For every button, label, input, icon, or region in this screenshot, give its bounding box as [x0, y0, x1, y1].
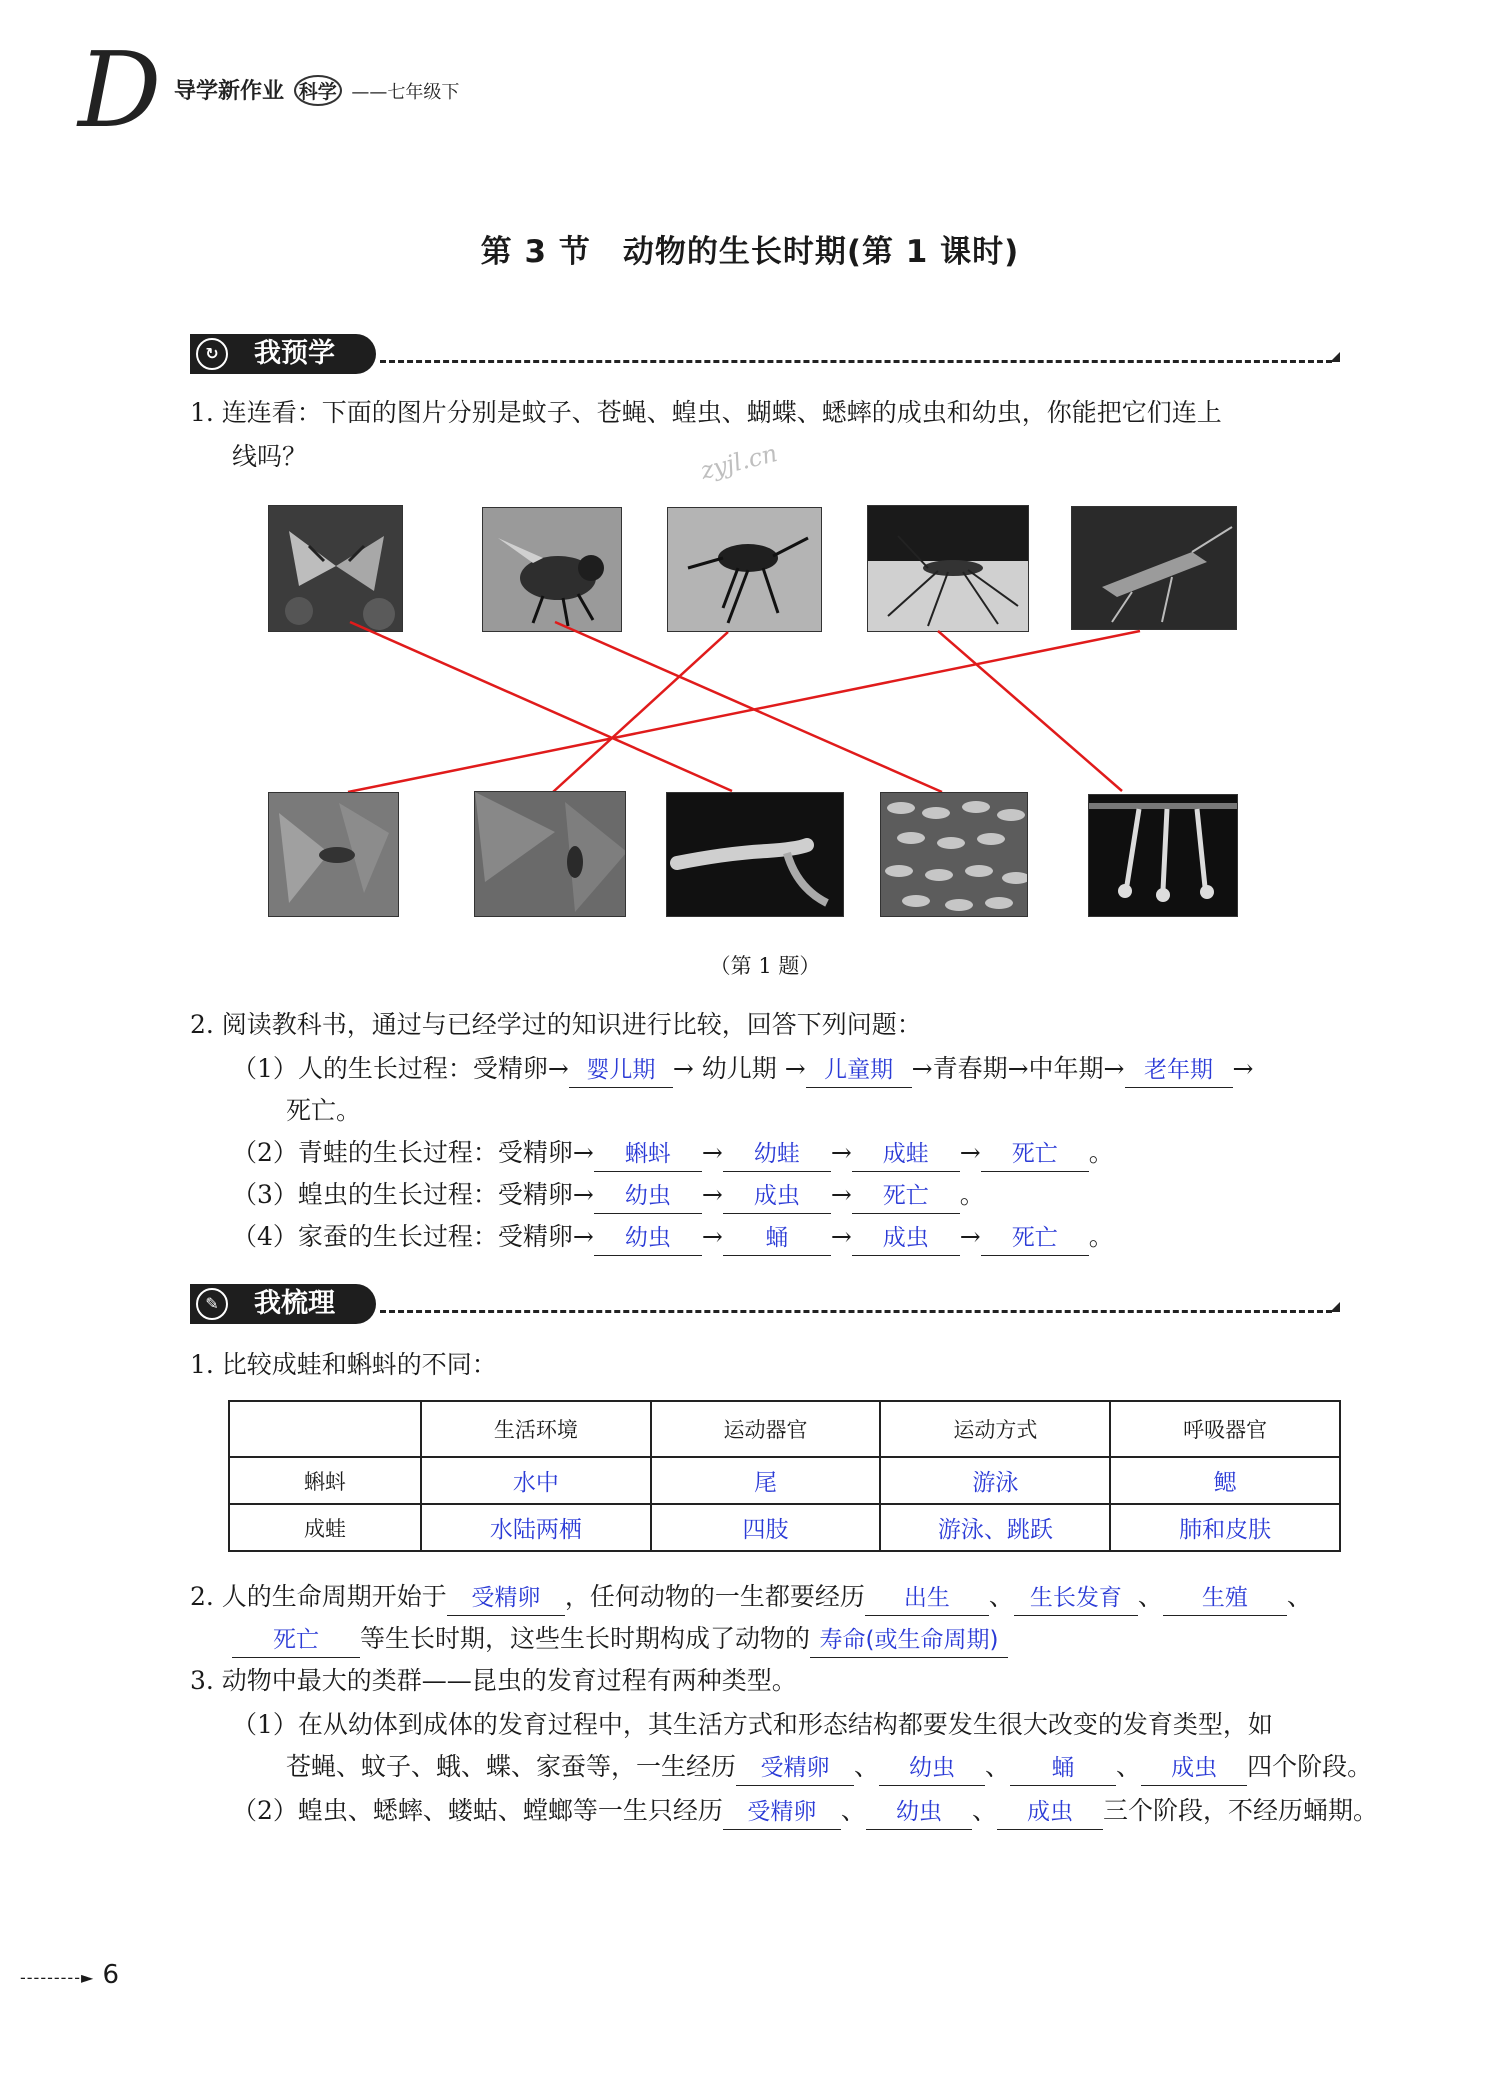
- review-question-2-line2: 死亡 等生长时期，这些生长时期构成了动物的 寿命(或生命周期): [232, 1618, 1008, 1660]
- page-title: 第 3 节 动物的生长时期(第 1 课时): [480, 234, 1020, 270]
- section-label: 我预学: [254, 338, 335, 369]
- review-question-3-part1-line2: 苍蝇、蚊子、蛾、蝶、家蚕等，一生经历 受精卵 、 幼虫 、 蛹 、 成虫 四个阶段。: [286, 1746, 1372, 1788]
- section-label: 我梳理: [254, 1288, 335, 1319]
- table-row: [229, 1504, 1340, 1551]
- table-header-cell: 呼吸器官: [1110, 1401, 1340, 1457]
- answer-blank: 寿命(或生命周期): [810, 1623, 1008, 1658]
- table-cell: 肺和皮肤: [1110, 1504, 1340, 1551]
- answer-blank: 婴儿期: [569, 1053, 673, 1088]
- match-line-grasshopper: [348, 631, 1140, 792]
- question-2-intro: 2. 阅读教科书，通过与已经学过的知识进行比较，回答下列问题：: [190, 1010, 922, 1039]
- answer-blank: 死亡: [981, 1221, 1089, 1256]
- divider-end-icon: [1330, 1302, 1340, 1312]
- review-question-1: 1. 比较成蛙和蝌蚪的不同：: [190, 1350, 497, 1379]
- answer-blank: 死亡: [232, 1623, 360, 1658]
- match-line-fly: [555, 622, 942, 792]
- table-row: [229, 1457, 1340, 1504]
- match-line-mosquito: [938, 631, 1122, 791]
- question-2-part3: （3）蝗虫的生长过程：受精卵→ 幼虫 → 成虫 → 死亡 。: [232, 1174, 985, 1216]
- question-2-part4: （4）家蚕的生长过程：受精卵→ 幼虫 → 蛹 → 成虫 → 死亡 。: [232, 1216, 1114, 1258]
- review-question-3-part2: （2）蝗虫、蟋蟀、蝼蛄、螳螂等一生只经历 受精卵 、 幼虫 、 成虫 三个阶段，不经历蛹期。: [232, 1790, 1378, 1832]
- answer-blank: 死亡: [852, 1179, 960, 1214]
- photo-cricket-nymph: [474, 791, 626, 917]
- answer-blank: 蛹: [1010, 1751, 1116, 1786]
- photo-maggots: [880, 792, 1028, 917]
- question-2-part1-end: 死亡。: [286, 1096, 362, 1125]
- answer-blank: 生长发育: [1014, 1581, 1138, 1616]
- logo-letter: D: [78, 29, 162, 151]
- table-header-row: [229, 1401, 1340, 1457]
- table-cell: 水陆两栖: [421, 1504, 651, 1551]
- page-number: 6: [102, 1960, 120, 1990]
- answer-blank: 儿童期: [806, 1053, 912, 1088]
- table-header-cell: [229, 1401, 421, 1457]
- answer-blank: 出生: [865, 1581, 989, 1616]
- question-2-part1: （1）人的生长过程：受精卵→ 婴儿期 → 幼儿期 → 儿童期 →青春期→中年期→ 老年期 →: [232, 1048, 1253, 1090]
- match-line-cricket: [553, 632, 728, 792]
- match-line-butterfly: [350, 622, 732, 791]
- answer-blank: 死亡: [981, 1137, 1089, 1172]
- table-cell: 四肢: [651, 1504, 881, 1551]
- review-question-2-line1: 2. 人的生命周期开始于 受精卵 ，任何动物的一生都要经历 出生 、 生长发育 、 生殖 、: [190, 1576, 1312, 1618]
- question-1-line1: 1. 连连看：下面的图片分别是蚊子、苍蝇、蝗虫、蝴蝶、蟋蟀的成虫和幼虫，你能把它们连上: [190, 398, 1222, 427]
- table-cell: 游泳、跳跃: [880, 1504, 1110, 1551]
- question-1-line2: 线吗？: [232, 442, 308, 471]
- review-question-3-intro: 3. 动物中最大的类群——昆虫的发育过程有两种类型。: [190, 1666, 797, 1695]
- answer-blank: 成虫: [1141, 1751, 1247, 1786]
- figure-caption: （第 1 题）: [709, 954, 821, 978]
- table-cell: 尾: [651, 1457, 881, 1504]
- page-footer: [20, 1960, 119, 1990]
- table-header-cell: 运动方式: [880, 1401, 1110, 1457]
- watermark: zyjl.cn: [697, 438, 781, 486]
- answer-blank: 生殖: [1163, 1581, 1287, 1616]
- answer-blank: 成虫: [852, 1221, 960, 1256]
- comparison-table: [228, 1400, 1341, 1552]
- photo-caterpillar: [666, 792, 844, 917]
- row-label: 蝌蚪: [229, 1457, 421, 1504]
- subject-badge: 科学: [294, 75, 342, 106]
- review-question-3-part1-line1: （1）在从幼体到成体的发育过程中，其生活方式和形态结构都要发生很大改变的发育类型，如: [232, 1710, 1273, 1739]
- answer-blank: 幼蛙: [723, 1137, 831, 1172]
- pencil-icon: ✎: [196, 1288, 228, 1320]
- photo-grasshopper-nymph: [268, 792, 399, 917]
- answer-blank: 幼虫: [594, 1179, 702, 1214]
- table-cell: 游泳: [880, 1457, 1110, 1504]
- answer-blank: 蛹: [723, 1221, 831, 1256]
- answer-blank: 成蛙: [852, 1137, 960, 1172]
- answer-blank: 成虫: [723, 1179, 831, 1214]
- photo-mosquito-larvae: [1088, 794, 1238, 917]
- table-header-cell: 生活环境: [421, 1401, 651, 1457]
- refresh-icon: ↻: [196, 338, 228, 370]
- answer-blank: 受精卵: [723, 1795, 841, 1830]
- answer-blank: 幼虫: [879, 1751, 985, 1786]
- table-cell: 鳃: [1110, 1457, 1340, 1504]
- footer-arrow-icon: ---------►: [20, 1968, 95, 1987]
- answer-blank: 幼虫: [594, 1221, 702, 1256]
- section-header-review: [190, 1284, 376, 1324]
- row-label: 成蛙: [229, 1504, 421, 1551]
- answer-blank: 幼虫: [866, 1795, 972, 1830]
- section-divider: [380, 1310, 1332, 1313]
- answer-blank: 蝌蚪: [594, 1137, 702, 1172]
- book-title: 导学新作业: [174, 79, 285, 104]
- table-cell: 水中: [421, 1457, 651, 1504]
- answer-blank: 受精卵: [447, 1581, 565, 1616]
- answer-blank: 成虫: [997, 1795, 1103, 1830]
- answer-blank: 受精卵: [736, 1751, 854, 1786]
- answer-blank: 老年期: [1125, 1053, 1233, 1088]
- table-header-cell: 运动器官: [651, 1401, 881, 1457]
- grade-label: ——七年级下: [351, 82, 460, 103]
- question-2-part2: （2）青蛙的生长过程：受精卵→ 蝌蚪 → 幼蛙 → 成蛙 → 死亡 。: [232, 1132, 1114, 1174]
